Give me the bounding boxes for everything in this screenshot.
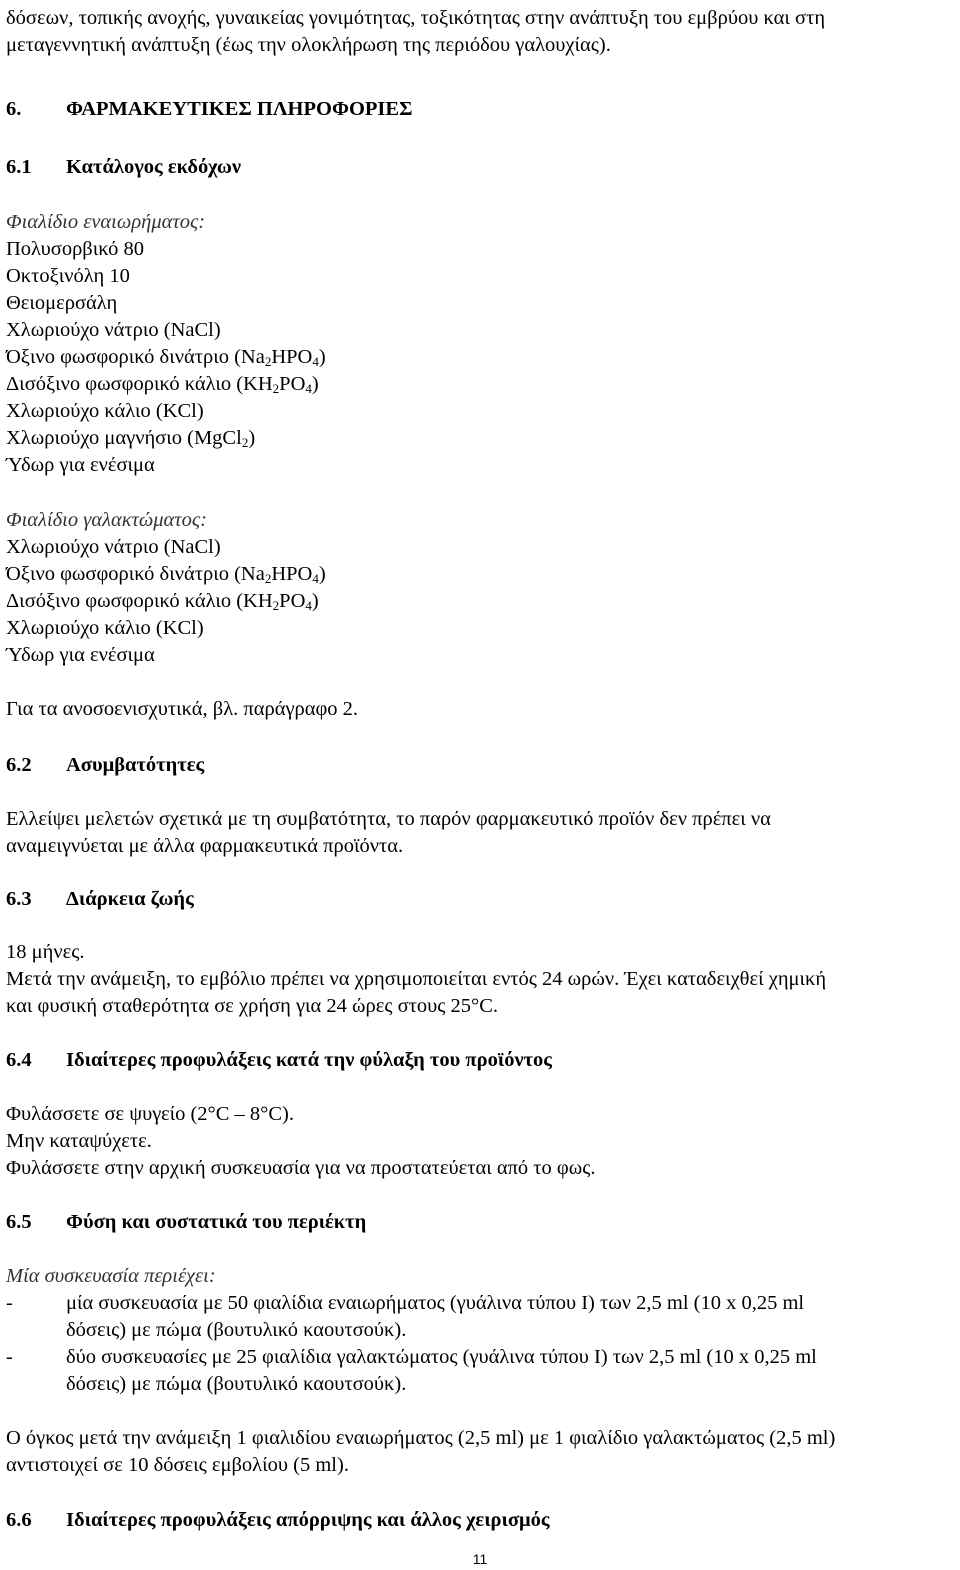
list-item-line: δόσεις) με πώμα (βουτυλικό καουτσούκ). bbox=[66, 1319, 407, 1341]
section-6-2-heading bbox=[6, 752, 956, 779]
excipient-text: Όξινο φωσφορικό δινάτριο (Na bbox=[6, 346, 265, 368]
list-item-text bbox=[66, 1290, 804, 1344]
volume-note-line-2: αντιστοιχεί σε 10 δόσεις εμβολίου (5 ml). bbox=[6, 1454, 349, 1476]
storage-line-2: Μην καταψύχετε. bbox=[6, 1130, 152, 1152]
section-number: 6.4 bbox=[6, 1049, 32, 1071]
section-6-4-heading bbox=[6, 1047, 956, 1074]
formula-subscript: 4 bbox=[305, 381, 312, 396]
section-number: 6.2 bbox=[6, 754, 32, 776]
section-number: 6.1 bbox=[6, 156, 32, 178]
excipient-item: Χλωριούχο νάτριο (NaCl) bbox=[6, 319, 221, 341]
list-dash: - bbox=[6, 1292, 13, 1314]
excipient-text: Δισόξινο φωσφορικό κάλιο (KH bbox=[6, 590, 273, 612]
section-6-3-heading bbox=[6, 886, 956, 913]
list-item-line: δόσεις) με πώμα (βουτυλικό καουτσούκ). bbox=[66, 1373, 407, 1395]
shelf-life-line-2: Μετά την ανάμειξη, το εμβόλιο πρέπει να χρησιμοποιείται εντός 24 ωρών. Έχει καταδειχθεί χημική bbox=[6, 968, 827, 990]
pack-contents-heading: Μία συσκευασία περιέχει: bbox=[6, 1265, 216, 1287]
section-6-heading bbox=[6, 96, 956, 123]
formula-subscript: 2 bbox=[264, 571, 272, 586]
adjuvant-note: Για τα ανοσοενισχυτικά, βλ. παράγραφο 2. bbox=[6, 698, 359, 720]
formula-text: HPO bbox=[271, 346, 313, 368]
formula-subscript: 2 bbox=[272, 598, 280, 613]
section-number: 6.3 bbox=[6, 888, 32, 910]
list-item bbox=[6, 1344, 956, 1398]
section-title: Ιδιαίτερες προφυλάξεις κατά την φύλαξη του προϊόντος bbox=[66, 1049, 552, 1071]
excipient-text: Χλωριούχο μαγνήσιο (MgCl bbox=[6, 427, 242, 449]
excipient-item: Θειομερσάλη bbox=[6, 292, 118, 314]
list-item bbox=[6, 1290, 956, 1344]
formula-subscript: 2 bbox=[241, 435, 249, 450]
excipient-item bbox=[6, 425, 956, 452]
section-title: Ασυμβατότητες bbox=[66, 754, 205, 776]
formula-subscript: 2 bbox=[264, 354, 272, 369]
excipient-item: Χλωριούχο κάλιο (KCl) bbox=[6, 400, 204, 422]
section-number: 6.5 bbox=[6, 1211, 32, 1233]
section-title: Ιδιαίτερες προφυλάξεις απόρριψης και άλλος χειρισμός bbox=[66, 1509, 550, 1531]
shelf-life-line-1: 18 μήνες. bbox=[6, 941, 85, 963]
formula-text: ) bbox=[318, 563, 326, 585]
incompatibility-text-line-1: Ελλείψει μελετών σχετικά με τη συμβατότητα, το παρόν φαρμακευτικό προϊόν δεν πρέπει να bbox=[6, 808, 771, 830]
volume-note-line-1: Ο όγκος μετά την ανάμειξη 1 φιαλιδίου εναιωρήματος (2,5 ml) με 1 φιαλίδιο γαλακτώματος (2,5 ml) bbox=[6, 1427, 836, 1449]
storage-line-3: Φυλάσσετε στην αρχική συσκευασία για να προστατεύεται από το φως. bbox=[6, 1157, 596, 1179]
section-6-5-heading bbox=[6, 1209, 956, 1236]
intro-line-1: δόσεων, τοπικής ανοχής, γυναικείας γονιμότητας, τοξικότητας στην ανάπτυξη του εμβρύου και στη bbox=[6, 7, 826, 29]
excipient-item: Πολυσορβικό 80 bbox=[6, 238, 145, 260]
formula-subscript: 4 bbox=[305, 598, 312, 613]
excipient-text: Δισόξινο φωσφορικό κάλιο (KH bbox=[6, 373, 273, 395]
page-number: 11 bbox=[472, 1551, 488, 1567]
formula-text: ) bbox=[311, 590, 319, 612]
formula-subscript: 4 bbox=[312, 354, 319, 369]
excipient-item bbox=[6, 371, 956, 398]
excipient-item: Ύδωρ για ενέσιμα bbox=[6, 454, 155, 476]
section-title: Φύση και συστατικά του περιέκτη bbox=[66, 1211, 367, 1233]
shelf-life-line-3: και φυσική σταθερότητα σε χρήση για 24 ώρες στους 25°C. bbox=[6, 995, 499, 1017]
incompatibility-text-line-2: αναμειγνύεται με άλλα φαρμακευτικά προϊόντα. bbox=[6, 835, 404, 857]
suspension-vial-heading: Φιαλίδιο εναιωρήματος: bbox=[6, 211, 206, 233]
storage-line-1: Φυλάσσετε σε ψυγείο (2°C – 8°C). bbox=[6, 1103, 294, 1125]
section-6-1-heading bbox=[6, 154, 956, 181]
list-dash: - bbox=[6, 1346, 13, 1368]
list-item-line: δύο συσκευασίες με 25 φιαλίδια γαλακτώματος (γυάλινα τύπου I) των 2,5 ml (10 x 0,25 ml bbox=[66, 1346, 817, 1368]
excipient-item: Χλωριούχο κάλιο (KCl) bbox=[6, 617, 204, 639]
section-title: ΦΑΡΜΑΚΕΥΤΙΚΕΣ ΠΛΗΡΟΦΟΡΙΕΣ bbox=[66, 98, 413, 120]
formula-subscript: 2 bbox=[272, 381, 280, 396]
emulsion-vial-heading: Φιαλίδιο γαλακτώματος: bbox=[6, 509, 207, 531]
excipient-item bbox=[6, 561, 956, 588]
section-number: 6.6 bbox=[6, 1509, 32, 1531]
formula-text: PO bbox=[279, 590, 306, 612]
formula-subscript: 4 bbox=[312, 571, 319, 586]
intro-line-2: μεταγεννητική ανάπτυξη (έως την ολοκλήρωση της περιόδου γαλουχίας). bbox=[6, 34, 611, 56]
formula-text: ) bbox=[318, 346, 326, 368]
section-6-6-heading bbox=[6, 1507, 956, 1534]
excipient-item: Ύδωρ για ενέσιμα bbox=[6, 644, 155, 666]
excipient-text: Όξινο φωσφορικό δινάτριο (Na bbox=[6, 563, 265, 585]
section-title: Διάρκεια ζωής bbox=[66, 888, 194, 910]
formula-text: ) bbox=[311, 373, 319, 395]
document-page bbox=[6, 0, 956, 1534]
formula-text: PO bbox=[279, 373, 306, 395]
section-title: Κατάλογος εκδόχων bbox=[66, 156, 242, 178]
excipient-item: Χλωριούχο νάτριο (NaCl) bbox=[6, 536, 221, 558]
excipient-item bbox=[6, 344, 956, 371]
formula-text: ) bbox=[248, 427, 256, 449]
excipient-item: Οκτοξινόλη 10 bbox=[6, 265, 130, 287]
list-item-line: μία συσκευασία με 50 φιαλίδια εναιωρήματος (γυάλινα τύπου I) των 2,5 ml (10 x 0,25 ml bbox=[66, 1292, 805, 1314]
excipient-item bbox=[6, 588, 956, 615]
list-item-text bbox=[66, 1344, 817, 1398]
section-number: 6. bbox=[6, 98, 22, 120]
formula-text: HPO bbox=[271, 563, 313, 585]
